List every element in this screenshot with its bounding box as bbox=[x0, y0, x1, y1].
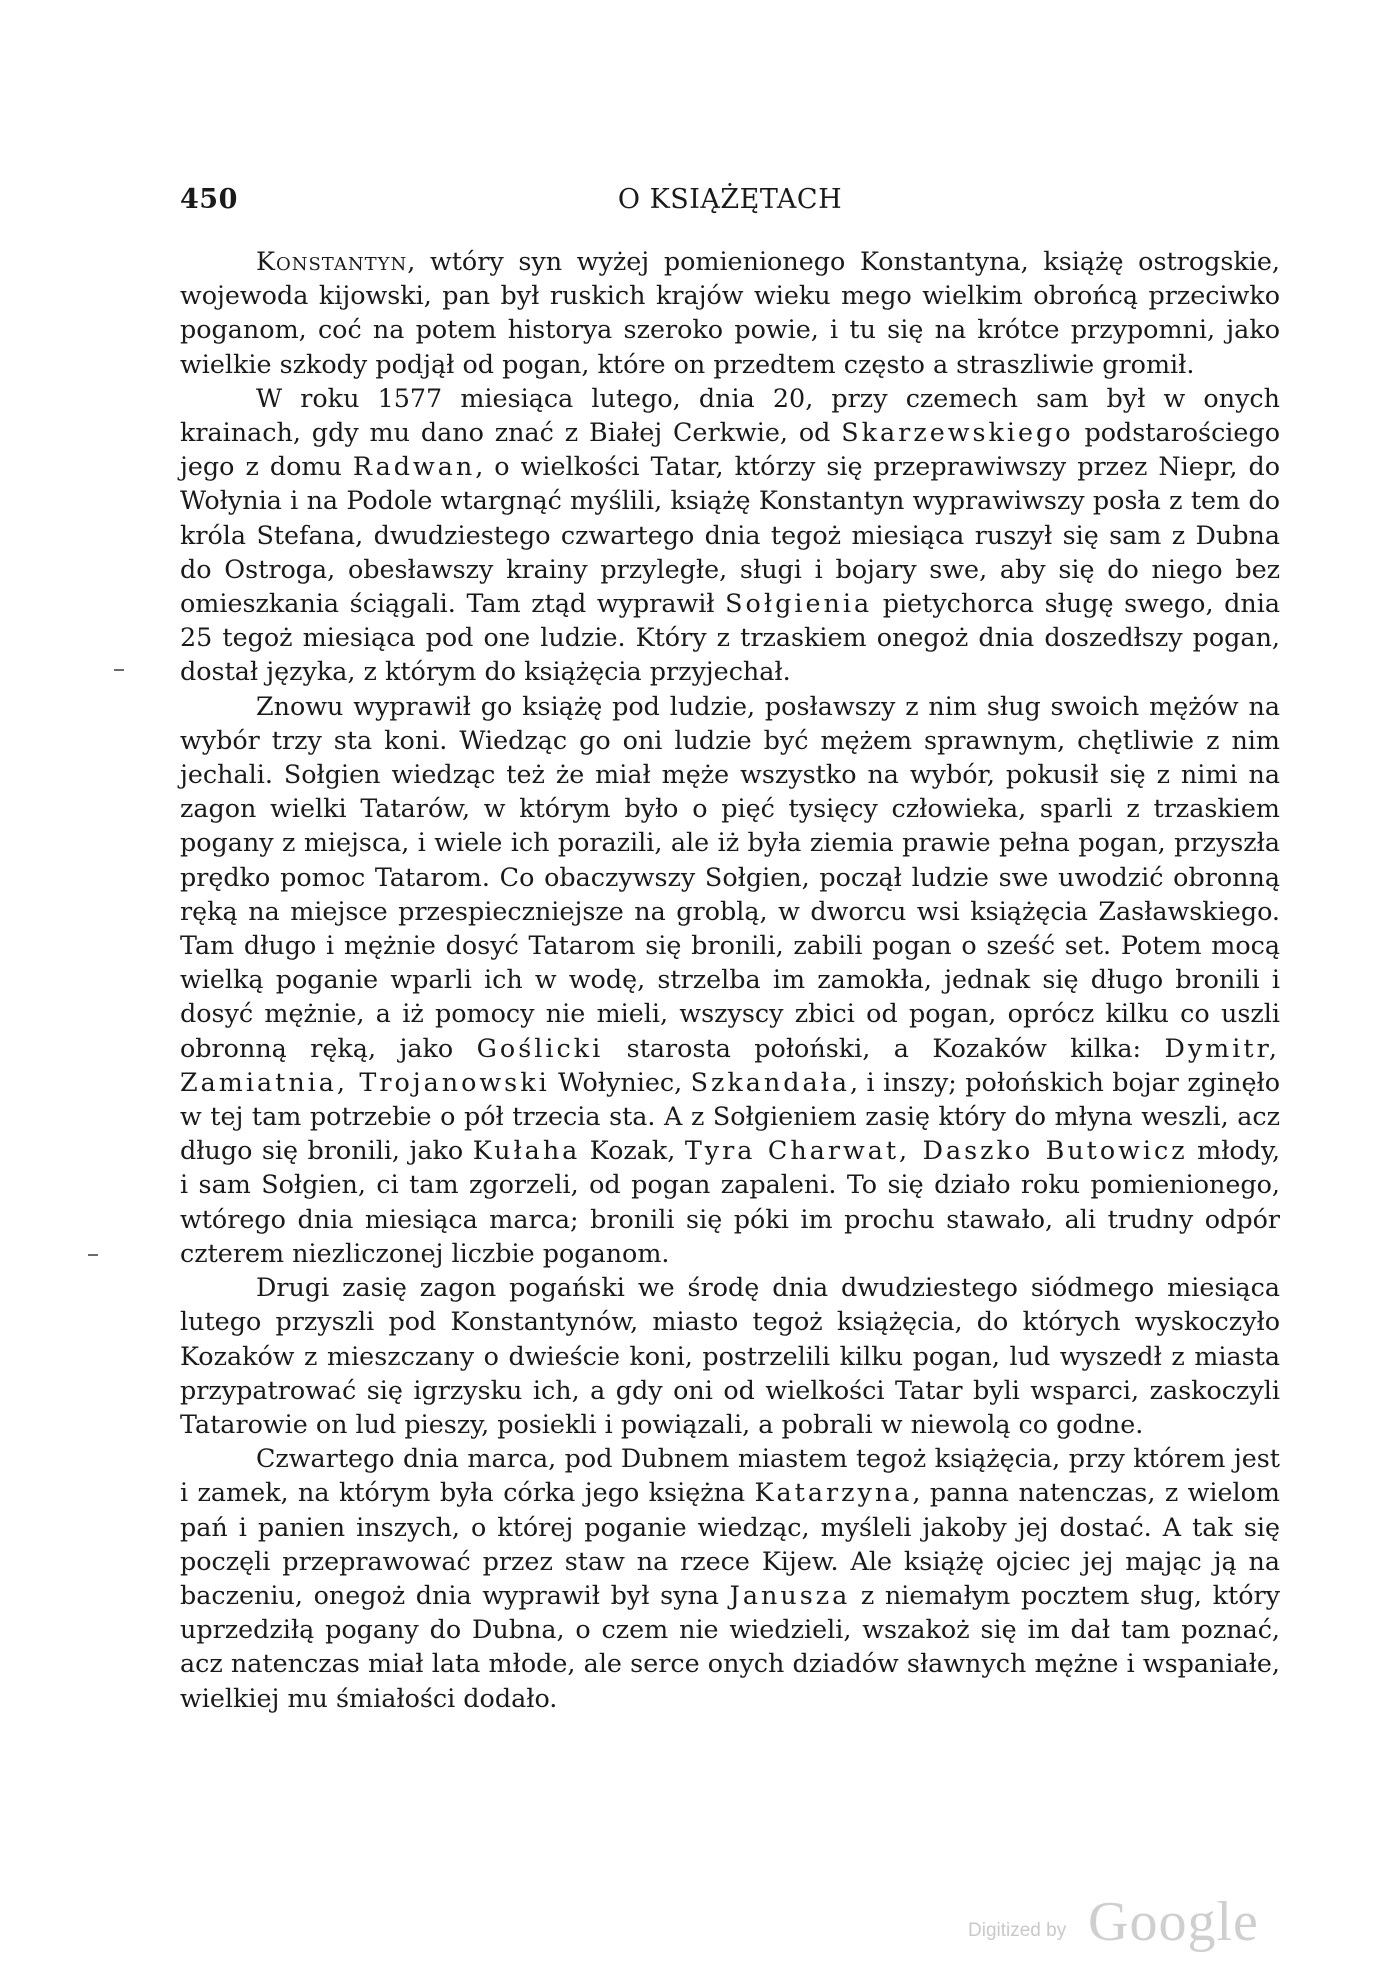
paragraph-3-text-6: młody, i sam Sołgien, ci tam zgorzeli, od pogan zapaleni. To się działo roku pomienionego, wtórego dnia miesiąca marca; bronili się póki im prochu stawało, ali trudny odpór czterem niezliczonej liczbie poganom. bbox=[180, 1135, 1281, 1268]
paragraph-2 bbox=[180, 381, 1280, 689]
paragraph-4 bbox=[180, 1270, 1280, 1441]
paragraph-5-text-1: Czwartego dnia marca, pod Dubnem miastem tegoż książęcia, przy którem jest i zamek, na którym była córka jego księżna bbox=[180, 1443, 1280, 1508]
person-name: Goślicki bbox=[476, 1032, 604, 1063]
paragraph-2-text-4: pietychorca sługę swego, dnia 25 tegoż miesiąca pod one ludzie. Który z trzaskiem onegoż dnia doszedłszy pogan, dostał języka, z którym do książęcia przyjechał. bbox=[180, 588, 1280, 687]
paragraph-3-text-1: Znowu wyprawił go książę pod ludzie, posławszy z nim sług swoich mężów na wybór trzy sta koni. Wiedząc go oni ludzie być mężem sprawnym, chętliwie z nim jechali. Sołgien wiedząc też że miał męże wszystko na wybór, pokusił się z nimi na zagon wielki Tatarów, w którym było o pięć tysięcy człowieka, sparli z trzaskiem pogany z miejsca, i wiele ich porazili, ale iż była ziemia prawie pełna pogan, przyszła prędko pomoc Tatarom. Co obaczywszy Sołgien, począł ludzie swe uwodzić obronną ręką na miejsce przespieczniejsze na groblą, w dworcu wsi książęcia Zasławskiego. Tam długo i mężnie dosyć Tatarom się bronili, zabili pogan o sześć set. Potem mocą wielką poganie wparli ich w wodę, strzelba im zamokła, jednak się długo bronili i dosyć mężnie, a iż pomocy nie mieli, wszyscy zbici od pogan, oprócz kilku co uszli obronną ręką, jako bbox=[180, 690, 1280, 1063]
page-number: 450 bbox=[180, 184, 238, 215]
person-name: Sołgienia bbox=[725, 588, 873, 619]
person-name: Katarzyna bbox=[754, 1477, 913, 1508]
paragraph-1-text: , wtóry syn wyżej pomienionego Konstantyna, książę ostrogskie, wojewoda kijowski, pan był ruskich krajów wieku mego wielkim obrońcą przeciwko poganom, coć na potem historya szeroko powie, i tu się na krótce przypomni, jako wielkie szkody podjął od pogan, które on przedtem często a straszliwie gromił. bbox=[180, 246, 1280, 379]
paragraph-5 bbox=[180, 1441, 1280, 1715]
paragraph-3-text-4: , i inszy; połońskich bojar zginęło w tej tam potrzebie o pół trzecia sta. A z Sołgieniem zasię który do młyna weszli, acz długo się bronili, jako bbox=[180, 1066, 1281, 1166]
paragraph-3-text-2: starosta połoński, a Kozaków kilka: bbox=[603, 1032, 1165, 1063]
google-logo: Google bbox=[1088, 1891, 1259, 1953]
person-name: Tyra Charwat, Daszko Butowicz bbox=[684, 1135, 1188, 1166]
digitized-by-label: Digitized by bbox=[968, 1920, 1067, 1941]
body-text bbox=[180, 244, 1280, 1715]
paragraph-5-text-2: , panna natenczas, z wielom pań i panien inszych, o której poganie wiedząc, myśleli jakoby jej dostać. A tak się poczęli przeprawować przez staw na rzece Kijew. Ale książę ojciec jej mając ją na baczeniu, onegoż dnia wyprawił był syna bbox=[180, 1477, 1280, 1610]
paragraph-1-lead: Konstantyn bbox=[256, 246, 408, 276]
google-watermark bbox=[968, 1891, 1288, 1970]
page-header bbox=[180, 184, 1280, 224]
running-title: O KSIĄŻĘTACH bbox=[617, 184, 843, 215]
paragraph-2-text-3: , o wielkości Tatar, którzy się przeprawiwszy przez Niepr, do Wołynia i na Podole wtargnąć myślili, książę Konstantyn wyprawiwszy posła z tem do króla Stefana, dwudziestego czwartego dnia tegoż miesiąca ruszył się sam z Dubna do Ostroga, obesławszy krainy przyległe, sługi i bojary swe, aby się do niego bez omieszkania ściągali. Tam ztąd wyprawił bbox=[180, 451, 1281, 619]
paragraph-5-text-3: z niemałym pocztem sług, który uprzedziłą pogany do Dubna, o czem nie wiedzieli, wszakoż się im dał tam poznać, acz natenczas miał lata młode, ale serce onych dziadów sławnych mężne i wspaniałe, wielkiej mu śmiałości dodało. bbox=[180, 1579, 1280, 1713]
paragraph-3-text-3: Wołyniec, bbox=[549, 1066, 691, 1097]
paragraph-3-text-5: Kozak, bbox=[580, 1135, 685, 1166]
person-name: Kułaha bbox=[472, 1135, 581, 1166]
person-name: Radwan bbox=[352, 451, 476, 482]
person-name: Dymitr, Zamiatnia, Trojanowski bbox=[180, 1032, 1280, 1097]
margin-mark bbox=[88, 1254, 98, 1256]
paragraph-3 bbox=[180, 689, 1280, 1270]
person-name: Janusza bbox=[729, 1579, 851, 1610]
person-name: Szkandała bbox=[690, 1066, 851, 1097]
margin-mark bbox=[114, 669, 124, 671]
paragraph-2-text-2: podstarościego jego z domu bbox=[180, 417, 1280, 482]
paragraph-4-text: Drugi zasię zagon pogański we środę dnia dwudziestego siódmego miesiąca lutego przyszli pod Konstantynów, miasto tegoż książęcia, do których wyskoczyło Kozaków z mieszczany o dwieście koni, postrzelili kilku pogan, lud wyszedł z miasta przypatrować się igrzysku ich, a gdy oni od wielkości Tatar byli wsparci, zaskoczyli Tatarowie on lud pieszy, posiekli i powiązali, a pobrali w niewolą co godne. bbox=[180, 1272, 1280, 1439]
paragraph-2-text-1: W roku 1577 miesiąca lutego, dnia 20, przy czemech sam był w onych krainach, gdy mu dano znać z Białej Cerkwie, od bbox=[180, 382, 1280, 448]
person-name: Skarzewskiego bbox=[841, 417, 1074, 448]
paragraph-1 bbox=[180, 244, 1280, 381]
